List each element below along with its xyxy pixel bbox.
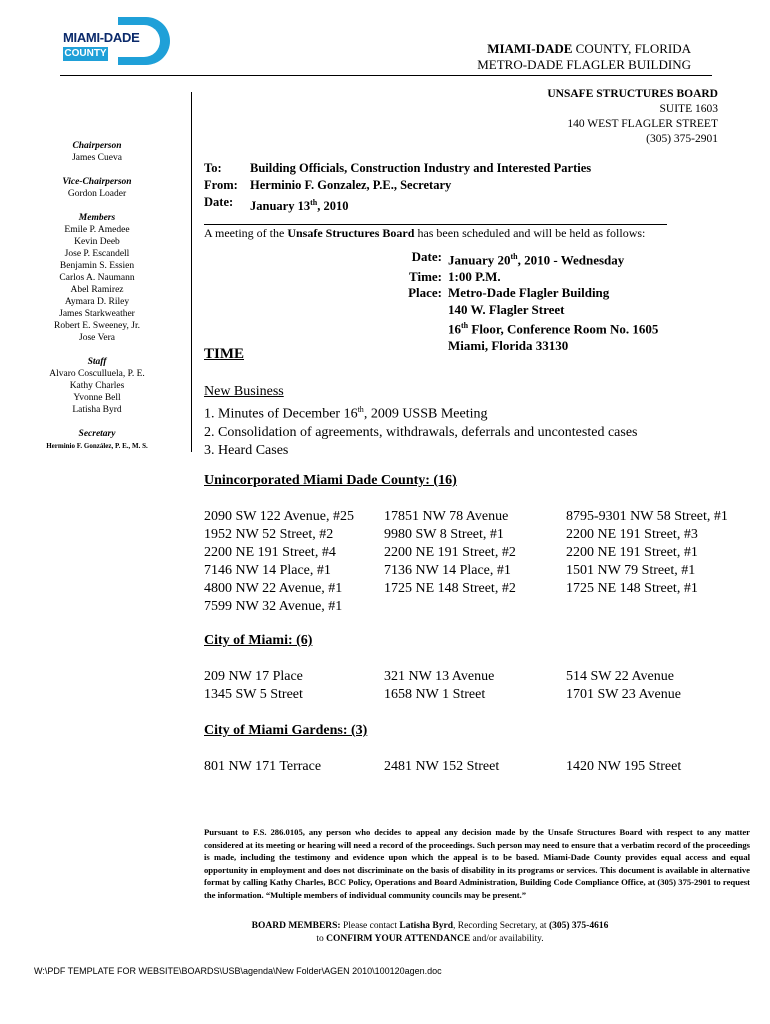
secretary-title: Secretary — [78, 429, 116, 439]
meeting-place-2: 140 W. Flagler Street — [448, 301, 565, 317]
meeting-details — [388, 249, 658, 355]
address-item: 7136 NW 14 Place, #1 — [384, 563, 511, 578]
unincorporated-col-1 — [204, 508, 354, 616]
address-item: 8795-9301 NW 58 Street, #1 — [566, 509, 728, 524]
address-item: 4800 NW 22 Avenue, #1 — [204, 581, 343, 596]
city-of-miami-heading: City of Miami: (6) — [204, 633, 313, 648]
gardens-col-1 — [204, 758, 321, 776]
address-item: 1420 NW 195 Street — [566, 759, 682, 774]
secretary-name: Herminio F. González, P. E., M. S. — [46, 442, 148, 450]
address-item: 17851 NW 78 Avenue — [384, 509, 509, 524]
staff-name: Yvonne Bell — [73, 393, 121, 403]
agenda-item: 2. Consolidation of agreements, withdrawals, deferrals and uncontested cases — [204, 424, 638, 440]
vice-chair-title: Vice-Chairperson — [62, 177, 132, 187]
to-value: Building Officials, Construction Industry and Interested Parties — [250, 161, 592, 175]
meeting-time-label: Time: — [409, 268, 442, 284]
sidebar-divider — [191, 92, 192, 452]
agenda-item: 1. Minutes of December 16th, 2009 USSB Meeting — [204, 405, 488, 422]
address-item: 1501 NW 79 Street, #1 — [566, 563, 696, 578]
address-item: 1658 NW 1 Street — [384, 687, 486, 702]
from-value: Herminio F. Gonzalez, P.E., Secretary — [250, 178, 452, 192]
address-item: 9980 SW 8 Street, #1 — [384, 527, 504, 542]
sidebar-roster — [22, 140, 172, 452]
agenda-list — [204, 401, 637, 460]
member-name: Aymara D. Riley — [64, 297, 130, 307]
file-path-footer: W:\PDF TEMPLATE FOR WEBSITE\BOARDS\USB\agenda\New Folder\AGEN 2010\100120agen.doc — [34, 966, 442, 976]
meeting-time: 1:00 P.M. — [448, 268, 501, 284]
miami-col-1 — [204, 668, 303, 704]
gardens-col-2 — [384, 758, 499, 776]
address-item: 209 NW 17 Place — [204, 669, 303, 684]
address-item: 801 NW 171 Terrace — [204, 759, 322, 774]
chair-title: Chairperson — [72, 141, 122, 151]
header-county: MIAMI-DADE COUNTY, FLORIDA — [487, 41, 691, 56]
from-label: From: — [204, 178, 238, 192]
address-item: 1952 NW 52 Street, #2 — [204, 527, 334, 542]
logo-text-miami-dade: MIAMI-DADE — [63, 30, 140, 45]
meeting-place-label: Place: — [408, 285, 442, 301]
header-suite: SUITE 1603 — [659, 103, 718, 115]
meeting-place-3: 16th Floor, Conference Room No. 1605 — [448, 321, 659, 337]
members-title: Members — [78, 213, 116, 223]
header-building: METRO-DADE FLAGLER BUILDING — [477, 57, 691, 72]
member-name: Abel Ramirez — [70, 285, 124, 295]
meeting-date: January 20th, 2010 - Wednesday — [448, 252, 625, 268]
agenda-item: 3. Heard Cases — [204, 442, 289, 458]
header-street: 140 WEST FLAGLER STREET — [567, 118, 718, 130]
address-item: 1701 SW 23 Avenue — [566, 687, 681, 702]
new-business-heading: New Business — [204, 384, 284, 399]
meeting-place-4: Miami, Florida 33130 — [448, 338, 569, 354]
date-value: January 13th, 2010 — [250, 198, 349, 214]
member-name: James Starkweather — [59, 309, 135, 319]
logo-text-county: COUNTY — [64, 48, 107, 59]
address-item: 1725 NE 148 Street, #2 — [384, 581, 516, 596]
to-label: To: — [204, 161, 222, 175]
city-of-miami-gardens-heading: City of Miami Gardens: (3) — [204, 723, 368, 738]
staff-name: Alvaro Cosculluela, P. E. — [49, 369, 145, 379]
address-item: 514 SW 22 Avenue — [566, 669, 674, 684]
header-phone: (305) 375-2901 — [646, 133, 718, 145]
address-item: 2481 NW 152 Street — [384, 759, 500, 774]
address-item: 1725 NE 148 Street, #1 — [566, 581, 698, 596]
header-board: UNSAFE STRUCTURES BOARD — [547, 88, 718, 100]
unincorporated-col-2 — [384, 508, 516, 598]
time-heading: TIME — [204, 346, 245, 362]
chair-name: James Cueva — [72, 153, 122, 163]
memo-header — [204, 160, 591, 215]
staff-name: Latisha Byrd — [72, 405, 122, 415]
miami-col-3 — [566, 668, 681, 704]
unincorporated-col-3 — [566, 508, 728, 598]
legal-notice: Pursuant to F.S. 286.0105, any person who decides to appeal any decision made by the Unsafe Structures Board with respect to any matter considered at its meeting or hearing will need a record of the proceedings. Such person may need to ensure that a verbatim record of the proceedings is made, including the testimony and evidence upon which the appeal is to be based. Miami-Dade County provides equal access and equal opportunity in employment and does not discriminate on the basis of disability in its programs or services. This document is available in alternative format by calling Kathy Charles, BCC Policy, Operations and Board Administration, Building Code Compliance Office, at (305) 375-2901 to request the information. “Multiple members of individual community councils may be present.” — [204, 827, 750, 900]
address-item: 2200 NE 191 Street, #2 — [384, 545, 516, 560]
memo-divider — [204, 224, 667, 225]
address-item: 2200 NE 191 Street, #4 — [204, 545, 336, 560]
address-item: 321 NW 13 Avenue — [384, 669, 495, 684]
meeting-date-label: Date: — [411, 249, 442, 264]
meeting-place-1: Metro-Dade Flagler Building — [448, 285, 610, 301]
header-divider — [60, 75, 712, 76]
member-name: Jose P. Escandell — [64, 249, 130, 259]
address-item: 2200 NE 191 Street, #3 — [566, 527, 698, 542]
address-item: 7146 NW 14 Place, #1 — [204, 563, 331, 578]
unincorporated-heading: Unincorporated Miami Dade County: (16) — [204, 473, 457, 488]
staff-name: Kathy Charles — [69, 381, 125, 391]
member-name: Benjamin S. Essien — [59, 261, 135, 271]
member-name: Emile P. Amedee — [64, 225, 130, 235]
address-item: 7599 NW 32 Avenue, #1 — [204, 599, 343, 614]
member-name: Robert E. Sweeney, Jr. — [54, 321, 140, 331]
date-label: Date: — [204, 195, 234, 209]
address-item: 2090 SW 122 Avenue, #25 — [204, 509, 354, 524]
member-name: Jose Vera — [79, 333, 115, 343]
address-item: 1345 SW 5 Street — [204, 687, 303, 702]
address-item: 2200 NE 191 Street, #1 — [566, 545, 698, 560]
vice-chair-name: Gordon Loader — [67, 189, 127, 199]
board-members-note: BOARD MEMBERS: Please contact Latisha Byrd, Recording Secretary, at (305) 375-4616 to CONFIRM YOUR ATTENDANCE and/or availability. — [251, 921, 609, 944]
member-name: Kevin Deeb — [74, 237, 120, 247]
staff-title: Staff — [87, 357, 107, 367]
gardens-col-3 — [566, 758, 681, 776]
meeting-intro: A meeting of the Unsafe Structures Board has been scheduled and will be held as follows: — [204, 226, 646, 240]
miami-col-2 — [384, 668, 494, 704]
member-name: Carlos A. Naumann — [59, 273, 135, 283]
